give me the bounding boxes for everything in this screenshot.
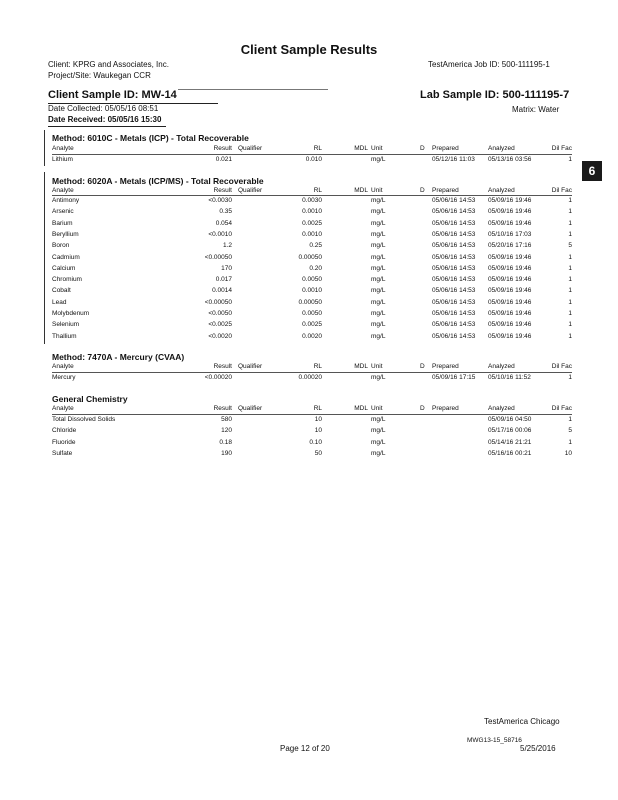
cell-analyte: Beryllium bbox=[52, 230, 79, 238]
column-header-d: D bbox=[420, 363, 425, 370]
cell-analyte: Molybdenum bbox=[52, 310, 90, 317]
cell-unit: mg/L bbox=[371, 230, 386, 238]
column-header-result: Result bbox=[213, 187, 232, 194]
column-header-result: Result bbox=[213, 405, 232, 412]
column-header-result: Result bbox=[213, 145, 232, 152]
cell-prepared: 05/06/16 14:53 bbox=[432, 310, 476, 317]
cell-unit: mg/L bbox=[371, 298, 386, 306]
cell-rl: 0.10 bbox=[309, 438, 322, 446]
cell-result: <0.00050 bbox=[204, 298, 232, 306]
column-header-qualifier: Qualifier bbox=[238, 187, 263, 194]
project-site: Project/Site: Waukegan CCR bbox=[48, 71, 151, 80]
cell-analyzed: 05/17/16 00:06 bbox=[488, 427, 532, 435]
cell-dil-fac: 1 bbox=[568, 264, 572, 272]
cell-unit: mg/L bbox=[371, 197, 386, 204]
cell-analyte: Sulfate bbox=[52, 449, 73, 457]
column-header-d: D bbox=[420, 405, 425, 412]
column-header-rl: RL bbox=[313, 405, 322, 412]
cell-unit: mg/L bbox=[371, 427, 386, 435]
cell-prepared: 05/06/16 14:53 bbox=[432, 219, 476, 227]
cell-analyzed: 05/10/16 11:52 bbox=[488, 374, 531, 381]
cell-prepared: 05/09/16 17:15 bbox=[432, 374, 476, 381]
cell-prepared: 05/06/16 14:53 bbox=[432, 242, 476, 250]
cell-analyzed: 05/09/16 19:46 bbox=[488, 321, 532, 329]
cell-analyzed: 05/09/16 19:46 bbox=[488, 253, 532, 261]
cell-analyzed: 05/09/16 19:46 bbox=[488, 332, 532, 340]
column-header-unit: Unit bbox=[371, 187, 383, 194]
cell-prepared: 05/06/16 14:53 bbox=[432, 208, 476, 216]
cell-analyzed: 05/09/16 19:46 bbox=[488, 287, 532, 295]
cell-result: 0.017 bbox=[215, 276, 232, 284]
column-header-dil-fac: Dil Fac bbox=[551, 405, 572, 412]
cell-dil-fac: 1 bbox=[568, 219, 572, 227]
cell-unit: mg/L bbox=[371, 219, 386, 227]
cell-rl: 0.00050 bbox=[298, 253, 322, 261]
cell-unit: mg/L bbox=[371, 242, 386, 250]
document-code: MWG13-15_58716 bbox=[467, 737, 522, 744]
cell-rl: 0.0010 bbox=[302, 230, 322, 238]
cell-dil-fac: 5 bbox=[568, 427, 572, 435]
cell-dil-fac: 1 bbox=[568, 321, 572, 329]
cell-analyzed: 05/09/16 19:46 bbox=[488, 298, 532, 306]
column-header-prepared: Prepared bbox=[432, 405, 459, 412]
cell-result: 190 bbox=[221, 449, 232, 457]
cell-result: 1.2 bbox=[222, 242, 232, 250]
column-header-mdl: MDL bbox=[354, 187, 368, 194]
cell-result: 0.021 bbox=[215, 156, 232, 163]
cell-analyte: Chloride bbox=[52, 427, 77, 435]
cell-result: 0.054 bbox=[215, 219, 232, 227]
cell-analyzed: 05/09/16 19:46 bbox=[488, 197, 532, 204]
cell-result: 170 bbox=[221, 264, 232, 272]
cell-rl: 0.0025 bbox=[302, 219, 322, 227]
column-header-qualifier: Qualifier bbox=[238, 405, 263, 412]
page-number: Page 12 of 20 bbox=[280, 744, 330, 753]
cell-rl: 0.0050 bbox=[302, 310, 322, 317]
column-header-mdl: MDL bbox=[354, 145, 368, 152]
cell-unit: mg/L bbox=[371, 264, 386, 272]
cell-unit: mg/L bbox=[371, 208, 386, 216]
divider bbox=[52, 195, 572, 196]
matrix: Matrix: Water bbox=[512, 105, 560, 114]
cell-prepared: 05/06/16 14:53 bbox=[432, 264, 476, 272]
cell-unit: mg/L bbox=[371, 416, 386, 423]
cell-analyzed: 05/09/16 19:46 bbox=[488, 219, 532, 227]
column-header-dil-fac: Dil Fac bbox=[551, 145, 572, 152]
cell-dil-fac: 1 bbox=[568, 287, 572, 295]
column-header-unit: Unit bbox=[371, 363, 383, 370]
cell-dil-fac: 1 bbox=[568, 310, 572, 317]
cell-unit: mg/L bbox=[371, 287, 386, 295]
cell-analyzed: 05/09/16 19:46 bbox=[488, 276, 532, 284]
column-header-prepared: Prepared bbox=[432, 187, 459, 194]
column-header-unit: Unit bbox=[371, 405, 383, 412]
cell-rl: 0.0050 bbox=[302, 276, 322, 284]
cell-analyzed: 05/09/16 04:50 bbox=[488, 416, 532, 423]
cell-analyzed: 05/13/16 03:56 bbox=[488, 156, 532, 163]
column-header-qualifier: Qualifier bbox=[238, 363, 263, 370]
cell-rl: 0.00050 bbox=[298, 298, 322, 306]
column-header-unit: Unit bbox=[371, 145, 383, 152]
cell-analyte: Boron bbox=[52, 242, 70, 250]
cell-dil-fac: 1 bbox=[568, 438, 572, 446]
column-header-analyzed: Analyzed bbox=[488, 363, 515, 370]
column-header-dil-fac: Dil Fac bbox=[551, 187, 572, 194]
cell-analyte: Lithium bbox=[52, 156, 73, 163]
date-received: Date Received: 05/05/16 15:30 bbox=[48, 115, 162, 124]
cell-analyte: Selenium bbox=[52, 321, 80, 329]
cell-rl: 0.0025 bbox=[302, 321, 322, 329]
column-header-rl: RL bbox=[313, 145, 322, 152]
cell-dil-fac: 1 bbox=[568, 298, 572, 306]
cell-result: <0.0010 bbox=[208, 230, 232, 238]
cell-result: 580 bbox=[221, 416, 232, 423]
cell-analyzed: 05/10/16 17:03 bbox=[488, 230, 532, 238]
cell-prepared: 05/06/16 14:53 bbox=[432, 197, 476, 204]
column-header-dil-fac: Dil Fac bbox=[551, 363, 572, 370]
cell-unit: mg/L bbox=[371, 276, 386, 284]
cell-dil-fac: 1 bbox=[568, 416, 572, 423]
cell-rl: 0.20 bbox=[309, 264, 322, 272]
cell-result: 0.0014 bbox=[212, 287, 232, 295]
cell-prepared: 05/12/16 11:03 bbox=[432, 156, 475, 163]
cell-dil-fac: 1 bbox=[568, 374, 572, 381]
column-header-analyzed: Analyzed bbox=[488, 145, 515, 152]
cell-analyte: Fluoride bbox=[52, 438, 76, 446]
column-header-rl: RL bbox=[313, 363, 322, 370]
cell-dil-fac: 5 bbox=[568, 242, 572, 250]
method-title: Method: 6010C - Metals (ICP) - Total Recoverable bbox=[52, 133, 249, 143]
cell-rl: 50 bbox=[314, 449, 322, 457]
client-sample-id: Client Sample ID: MW-14 bbox=[48, 89, 177, 101]
cell-rl: 0.0020 bbox=[302, 332, 322, 340]
cell-analyte: Antimony bbox=[52, 197, 80, 204]
cell-rl: 0.0010 bbox=[302, 208, 322, 216]
cell-analyte: Cobalt bbox=[52, 287, 71, 295]
section-bracket bbox=[44, 172, 45, 344]
cell-unit: mg/L bbox=[371, 310, 386, 317]
column-header-mdl: MDL bbox=[354, 405, 368, 412]
cell-analyte: Barium bbox=[52, 219, 73, 227]
cell-analyte: Arsenic bbox=[52, 208, 74, 216]
cell-dil-fac: 10 bbox=[564, 449, 572, 457]
cell-analyte: Chromium bbox=[52, 276, 82, 284]
cell-dil-fac: 1 bbox=[568, 276, 572, 284]
cell-analyzed: 05/09/16 19:46 bbox=[488, 264, 532, 272]
cell-prepared: 05/06/16 14:53 bbox=[432, 298, 476, 306]
cell-result: <0.00020 bbox=[204, 374, 232, 381]
page-title: Client Sample Results bbox=[240, 42, 378, 57]
divider bbox=[52, 414, 572, 415]
job-id: TestAmerica Job ID: 500-111195-1 bbox=[428, 60, 550, 69]
cell-result: <0.0025 bbox=[208, 321, 232, 329]
cell-rl: 0.0010 bbox=[302, 287, 322, 295]
cell-result: 120 bbox=[221, 427, 232, 435]
cell-result: 0.18 bbox=[219, 438, 232, 446]
cell-unit: mg/L bbox=[371, 321, 386, 329]
cell-analyte: Mercury bbox=[52, 374, 76, 381]
cell-unit: mg/L bbox=[371, 253, 386, 261]
cell-analyzed: 05/16/16 00:21 bbox=[488, 449, 532, 457]
method-title: Method: 6020A - Metals (ICP/MS) - Total Recoverable bbox=[52, 176, 264, 186]
column-header-analyte: Analyte bbox=[52, 187, 74, 194]
cell-analyzed: 05/14/16 21:21 bbox=[488, 438, 532, 446]
column-header-rl: RL bbox=[313, 187, 322, 194]
column-header-qualifier: Qualifier bbox=[238, 145, 263, 152]
cell-analyte: Calcium bbox=[52, 264, 76, 272]
cell-rl: 0.25 bbox=[309, 242, 322, 250]
cell-analyzed: 05/20/16 17:16 bbox=[488, 242, 532, 250]
cell-prepared: 05/06/16 14:53 bbox=[432, 332, 476, 340]
cell-rl: 0.00020 bbox=[298, 374, 322, 381]
cell-unit: mg/L bbox=[371, 156, 386, 163]
cell-unit: mg/L bbox=[371, 438, 386, 446]
column-header-analyte: Analyte bbox=[52, 363, 74, 370]
cell-analyte: Total Dissolved Solids bbox=[52, 416, 116, 423]
cell-analyte: Thallium bbox=[52, 332, 77, 340]
cell-result: 0.35 bbox=[219, 208, 232, 216]
cell-dil-fac: 1 bbox=[568, 197, 572, 204]
cell-analyte: Lead bbox=[52, 298, 67, 306]
method-title: Method: 7470A - Mercury (CVAA) bbox=[52, 352, 185, 362]
column-header-prepared: Prepared bbox=[432, 363, 459, 370]
report-date: 5/25/2016 bbox=[520, 744, 556, 753]
cell-prepared: 05/06/16 14:53 bbox=[432, 287, 476, 295]
cell-prepared: 05/06/16 14:53 bbox=[432, 276, 476, 284]
cell-rl: 0.0030 bbox=[302, 197, 322, 204]
cell-prepared: 05/06/16 14:53 bbox=[432, 321, 476, 329]
cell-rl: 10 bbox=[314, 427, 322, 435]
column-header-mdl: MDL bbox=[354, 363, 368, 370]
divider bbox=[48, 126, 166, 127]
section-bracket bbox=[44, 130, 45, 166]
cell-dil-fac: 1 bbox=[568, 208, 572, 216]
date-collected: Date Collected: 05/05/16 08:51 bbox=[48, 104, 159, 113]
lab-sample-id: Lab Sample ID: 500-111195-7 bbox=[420, 89, 570, 101]
cell-prepared: 05/06/16 14:53 bbox=[432, 253, 476, 261]
section-tab: 6 bbox=[582, 161, 602, 181]
cell-result: <0.0050 bbox=[208, 310, 232, 317]
divider bbox=[52, 372, 572, 373]
cell-dil-fac: 1 bbox=[568, 332, 572, 340]
cell-rl: 10 bbox=[314, 416, 322, 423]
cell-result: <0.0020 bbox=[208, 332, 232, 340]
column-header-analyzed: Analyzed bbox=[488, 405, 515, 412]
client-name: Client: KPRG and Associates, Inc. bbox=[48, 60, 169, 69]
column-header-d: D bbox=[420, 187, 425, 194]
divider bbox=[52, 154, 572, 155]
column-header-result: Result bbox=[213, 363, 232, 370]
cell-result: <0.0030 bbox=[208, 197, 232, 204]
cell-analyzed: 05/09/16 19:46 bbox=[488, 208, 532, 216]
cell-dil-fac: 1 bbox=[568, 230, 572, 238]
column-header-analyte: Analyte bbox=[52, 405, 74, 412]
method-title: General Chemistry bbox=[52, 394, 128, 404]
cell-prepared: 05/06/16 14:53 bbox=[432, 230, 476, 238]
column-header-analyte: Analyte bbox=[52, 145, 74, 152]
cell-unit: mg/L bbox=[371, 449, 386, 457]
cell-unit: mg/L bbox=[371, 332, 386, 340]
cell-result: <0.00050 bbox=[204, 253, 232, 261]
cell-dil-fac: 1 bbox=[568, 156, 572, 163]
cell-analyte: Cadmium bbox=[52, 253, 80, 261]
divider bbox=[178, 89, 328, 90]
column-header-prepared: Prepared bbox=[432, 145, 459, 152]
column-header-d: D bbox=[420, 145, 425, 152]
cell-analyzed: 05/09/16 19:46 bbox=[488, 310, 532, 317]
cell-unit: mg/L bbox=[371, 374, 386, 381]
cell-dil-fac: 1 bbox=[568, 253, 572, 261]
column-header-analyzed: Analyzed bbox=[488, 187, 515, 194]
cell-rl: 0.010 bbox=[305, 156, 322, 163]
lab-name: TestAmerica Chicago bbox=[484, 717, 560, 726]
